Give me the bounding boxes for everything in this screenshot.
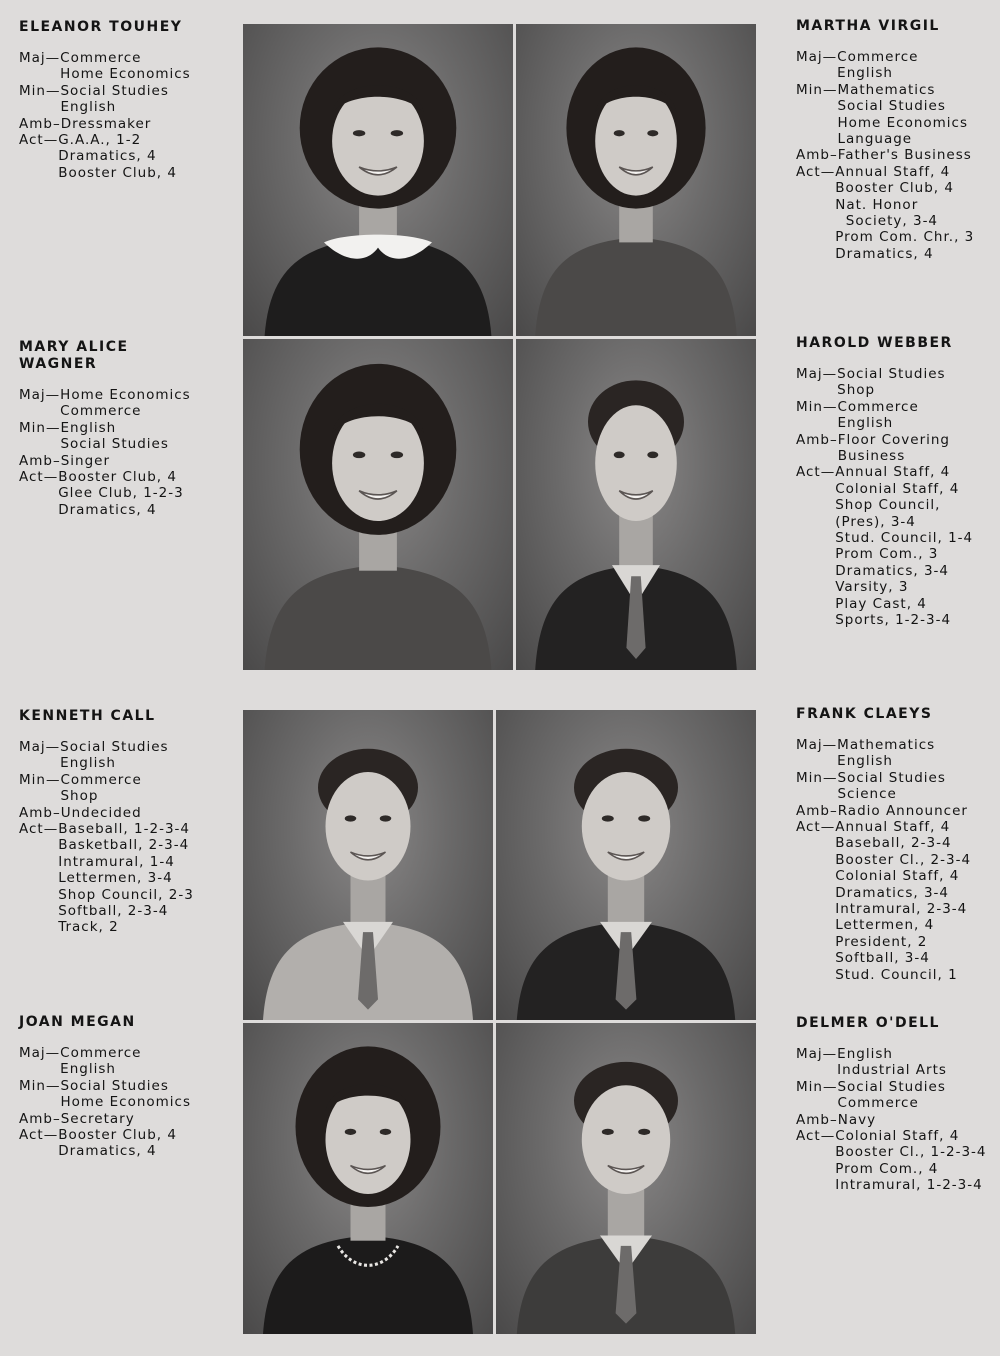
min-value: English xyxy=(60,419,117,436)
act-value: Lettermen, 4 xyxy=(835,917,935,934)
act-label: Act— xyxy=(796,1128,836,1145)
shoulders xyxy=(265,237,492,336)
act-value: Prom Com., 3 xyxy=(835,546,939,563)
eye xyxy=(638,815,650,821)
act-label: Act— xyxy=(796,819,836,836)
min-label: Min— xyxy=(19,1077,61,1094)
act-row xyxy=(19,821,194,936)
act-row xyxy=(796,164,974,262)
act-value: Varsity, 3 xyxy=(835,579,909,596)
bio-delmer-odell xyxy=(796,1015,987,1194)
act-value: Intramural, 1-4 xyxy=(58,853,175,870)
act-value: Nat. Honor xyxy=(835,196,919,213)
act-label: Act— xyxy=(19,469,59,486)
act-value: Softball, 2-3-4 xyxy=(58,903,169,920)
maj-value: Commerce xyxy=(60,403,142,420)
portrait-joan-megan xyxy=(243,1023,493,1334)
eye xyxy=(614,130,625,136)
min-row xyxy=(796,770,971,803)
act-value: Booster Cl., 2-3-4 xyxy=(835,851,972,868)
maj-value: Home Economics xyxy=(60,66,191,83)
student-name: MARTHA VIRGIL xyxy=(796,18,940,34)
maj-value: Social Studies xyxy=(60,739,169,755)
portrait-silhouette xyxy=(243,1023,493,1334)
maj-row xyxy=(19,739,194,772)
act-row xyxy=(19,132,191,181)
bio-joan-megan xyxy=(19,1014,191,1160)
act-value: Prom Com. Chr., 3 xyxy=(835,229,975,246)
act-value: Colonial Staff, 4 xyxy=(835,1128,960,1145)
min-label: Min— xyxy=(796,1078,838,1095)
min-label: Min— xyxy=(796,769,838,786)
eye xyxy=(602,815,614,821)
student-name: HAROLD WEBBER xyxy=(796,335,953,351)
min-value: Commerce xyxy=(837,398,919,415)
act-value: Society, 3-4 xyxy=(835,213,939,230)
min-value: Shop xyxy=(60,788,99,805)
portrait-eleanor-touhey xyxy=(243,24,513,336)
portrait-silhouette xyxy=(243,710,493,1020)
act-label: Act— xyxy=(796,163,836,180)
student-name: KENNETH CALL xyxy=(19,708,156,724)
min-row xyxy=(19,420,191,453)
min-label: Min— xyxy=(796,398,838,415)
act-value: Prom Com., 4 xyxy=(835,1160,939,1177)
eye xyxy=(380,815,392,821)
amb-value: Secretary xyxy=(60,1110,135,1127)
amb-label: Amb– xyxy=(796,147,838,164)
act-value: Colonial Staff, 4 xyxy=(835,480,960,497)
eye xyxy=(647,130,658,136)
maj-value: Shop xyxy=(837,382,876,399)
min-label: Min— xyxy=(19,82,61,99)
maj-label: Maj— xyxy=(796,49,838,65)
amb-row xyxy=(796,1112,987,1128)
amb-label: Amb– xyxy=(796,1111,838,1128)
maj-value: English xyxy=(60,755,116,772)
min-value: Social Studies xyxy=(837,769,946,786)
amb-row xyxy=(796,803,971,819)
act-row xyxy=(796,1128,987,1194)
min-value: Social Studies xyxy=(60,436,169,453)
amb-row xyxy=(19,1111,191,1127)
min-row xyxy=(796,82,974,148)
amb-value: Undecided xyxy=(60,804,142,821)
portrait-delmer-odell xyxy=(496,1023,756,1334)
act-value: Stud. Council, 1-4 xyxy=(835,530,974,547)
portrait-silhouette xyxy=(243,339,513,670)
student-name: ELEANOR TOUHEY xyxy=(19,19,183,35)
amb-value: Father's Business xyxy=(837,147,972,164)
amb-row xyxy=(19,453,191,469)
amb-label: Amb– xyxy=(19,1110,61,1127)
act-value: Softball, 3-4 xyxy=(835,950,930,967)
student-name: JOAN MEGAN xyxy=(19,1014,136,1030)
amb-row xyxy=(796,432,973,465)
min-value: Language xyxy=(837,131,913,148)
maj-value: Home Economics xyxy=(60,387,191,403)
portrait-silhouette xyxy=(243,24,513,336)
maj-label: Maj— xyxy=(19,1045,61,1061)
eye xyxy=(638,1129,650,1135)
act-value: Booster Cl., 1-2-3-4 xyxy=(835,1144,987,1161)
eye xyxy=(345,1129,357,1135)
amb-value: Singer xyxy=(60,452,111,469)
act-value: Colonial Staff, 4 xyxy=(835,868,960,885)
amb-label: Amb– xyxy=(796,802,838,819)
act-value: Booster Club, 4 xyxy=(58,164,177,181)
act-value: Annual Staff, 4 xyxy=(835,819,951,836)
act-value: Lettermen, 3-4 xyxy=(58,870,173,887)
amb-label: Amb– xyxy=(19,452,61,469)
eye xyxy=(614,452,625,459)
act-value: (Pres), 3-4 xyxy=(835,513,916,530)
amb-row xyxy=(796,147,974,163)
maj-row xyxy=(796,737,971,770)
act-value: Track, 2 xyxy=(58,919,119,936)
min-value: English xyxy=(837,415,894,432)
bio-eleanor-touhey xyxy=(19,19,191,181)
portrait-kenneth-call xyxy=(243,710,493,1020)
bio-martha-virgil xyxy=(796,18,974,262)
eye xyxy=(353,452,365,459)
act-value: Basketball, 2-3-4 xyxy=(58,837,190,854)
maj-row xyxy=(796,366,973,399)
act-label: Act— xyxy=(19,1127,59,1144)
amb-label: Amb– xyxy=(19,804,61,821)
shoulders xyxy=(263,1236,473,1334)
maj-value: Commerce xyxy=(60,1045,142,1061)
maj-label: Maj— xyxy=(796,737,838,753)
act-value: Intramural, 1-2-3-4 xyxy=(835,1177,983,1194)
maj-label: Maj— xyxy=(19,739,61,755)
amb-label: Amb– xyxy=(796,431,838,448)
maj-row xyxy=(19,1045,191,1078)
bio-kenneth-call xyxy=(19,708,194,936)
act-value: Intramural, 2-3-4 xyxy=(835,901,968,918)
act-value: Play Cast, 4 xyxy=(835,595,927,612)
maj-value: English xyxy=(837,65,893,82)
eye xyxy=(391,130,403,136)
min-row xyxy=(19,1078,191,1111)
amb-row xyxy=(19,805,194,821)
bio-mary-alice-wagner xyxy=(19,339,191,518)
amb-value: Floor Covering xyxy=(837,431,951,448)
act-label: Act— xyxy=(796,464,836,481)
act-row xyxy=(19,1127,191,1160)
act-value: Annual Staff, 4 xyxy=(835,163,951,180)
eye xyxy=(353,130,365,136)
act-row xyxy=(796,464,973,628)
maj-label: Maj— xyxy=(19,50,61,66)
maj-row xyxy=(796,1046,987,1079)
min-value: Social Studies xyxy=(60,82,169,99)
act-value: Dramatics, 4 xyxy=(835,245,934,262)
student-name: MARY ALICE WAGNER xyxy=(19,339,129,372)
min-value: Mathematics xyxy=(837,81,936,98)
portrait-silhouette xyxy=(496,1023,756,1334)
act-value: Booster Club, 4 xyxy=(835,180,954,197)
maj-value: English xyxy=(60,1061,116,1078)
portrait-frank-claeys xyxy=(496,710,756,1020)
min-value: English xyxy=(60,99,117,116)
maj-value: Commerce xyxy=(837,49,919,65)
min-value: Science xyxy=(837,786,897,803)
maj-row xyxy=(19,387,191,420)
min-value: Social Studies xyxy=(837,1078,946,1095)
min-value: Social Studies xyxy=(837,98,946,115)
maj-value: Commerce xyxy=(60,50,142,66)
amb-value: Navy xyxy=(837,1111,877,1128)
eye xyxy=(345,815,357,821)
act-value: Dramatics, 4 xyxy=(58,501,157,518)
min-label: Min— xyxy=(19,419,61,436)
min-label: Min— xyxy=(796,81,838,98)
act-label: Act— xyxy=(19,132,59,149)
portrait-mary-alice-wagner xyxy=(243,339,513,670)
min-row xyxy=(796,399,973,432)
eye xyxy=(391,452,403,459)
act-value: President, 2 xyxy=(835,933,928,950)
min-value: Commerce xyxy=(837,1095,919,1112)
act-value: G.A.A., 1-2 xyxy=(58,132,142,149)
portrait-harold-webber xyxy=(516,339,756,670)
act-value: Stud. Council, 1 xyxy=(835,966,958,983)
maj-label: Maj— xyxy=(19,387,61,403)
act-value: Sports, 1-2-3-4 xyxy=(835,612,952,629)
portrait-martha-virgil xyxy=(516,24,756,336)
min-row xyxy=(796,1079,987,1112)
act-value: Dramatics, 3-4 xyxy=(835,884,949,901)
maj-row xyxy=(19,50,191,83)
min-row xyxy=(19,83,191,116)
min-value: Social Studies xyxy=(60,1077,169,1094)
shoulders xyxy=(265,565,492,670)
act-row xyxy=(796,819,971,983)
bio-harold-webber xyxy=(796,335,973,629)
act-label: Act— xyxy=(19,821,59,838)
act-value: Dramatics, 4 xyxy=(58,1143,157,1160)
eye xyxy=(647,452,658,459)
maj-value: Mathematics xyxy=(837,737,936,753)
portrait-silhouette xyxy=(516,339,756,670)
act-value: Shop Council, 2-3 xyxy=(58,886,194,903)
min-label: Min— xyxy=(19,771,61,788)
maj-value: Social Studies xyxy=(837,366,946,382)
face xyxy=(582,772,670,881)
amb-row xyxy=(19,116,191,132)
act-value: Annual Staff, 4 xyxy=(835,464,951,481)
face xyxy=(582,1085,670,1194)
act-value: Glee Club, 1-2-3 xyxy=(58,485,184,502)
student-name: DELMER O'DELL xyxy=(796,1015,940,1031)
student-name: FRANK CLAEYS xyxy=(796,706,933,722)
act-value: Dramatics, 4 xyxy=(58,148,157,165)
min-value: Commerce xyxy=(60,771,142,788)
portrait-silhouette xyxy=(496,710,756,1020)
amb-value: Dressmaker xyxy=(60,115,152,132)
amb-value: Radio Announcer xyxy=(837,802,968,819)
face xyxy=(326,772,411,881)
maj-label: Maj— xyxy=(796,1046,838,1062)
min-value: Home Economics xyxy=(837,114,969,131)
act-value: Shop Council, xyxy=(835,497,941,514)
shoulders xyxy=(535,237,737,336)
amb-label: Amb– xyxy=(19,115,61,132)
eye xyxy=(602,1129,614,1135)
bio-frank-claeys xyxy=(796,706,971,983)
act-value: Booster Club, 4 xyxy=(58,1127,177,1144)
act-row xyxy=(19,469,191,518)
act-value: Booster Club, 4 xyxy=(58,469,177,486)
maj-value: Industrial Arts xyxy=(837,1062,947,1079)
act-value: Baseball, 1-2-3-4 xyxy=(58,821,190,838)
maj-value: English xyxy=(837,753,893,770)
act-value: Dramatics, 3-4 xyxy=(835,562,949,579)
eye xyxy=(380,1129,392,1135)
maj-row xyxy=(796,49,974,82)
amb-value: Business xyxy=(837,448,906,465)
portrait-silhouette xyxy=(516,24,756,336)
act-value: Baseball, 2-3-4 xyxy=(835,835,952,852)
face xyxy=(595,405,677,521)
min-value: Home Economics xyxy=(60,1094,192,1111)
maj-value: English xyxy=(837,1046,893,1062)
maj-label: Maj— xyxy=(796,366,838,382)
min-row xyxy=(19,772,194,805)
